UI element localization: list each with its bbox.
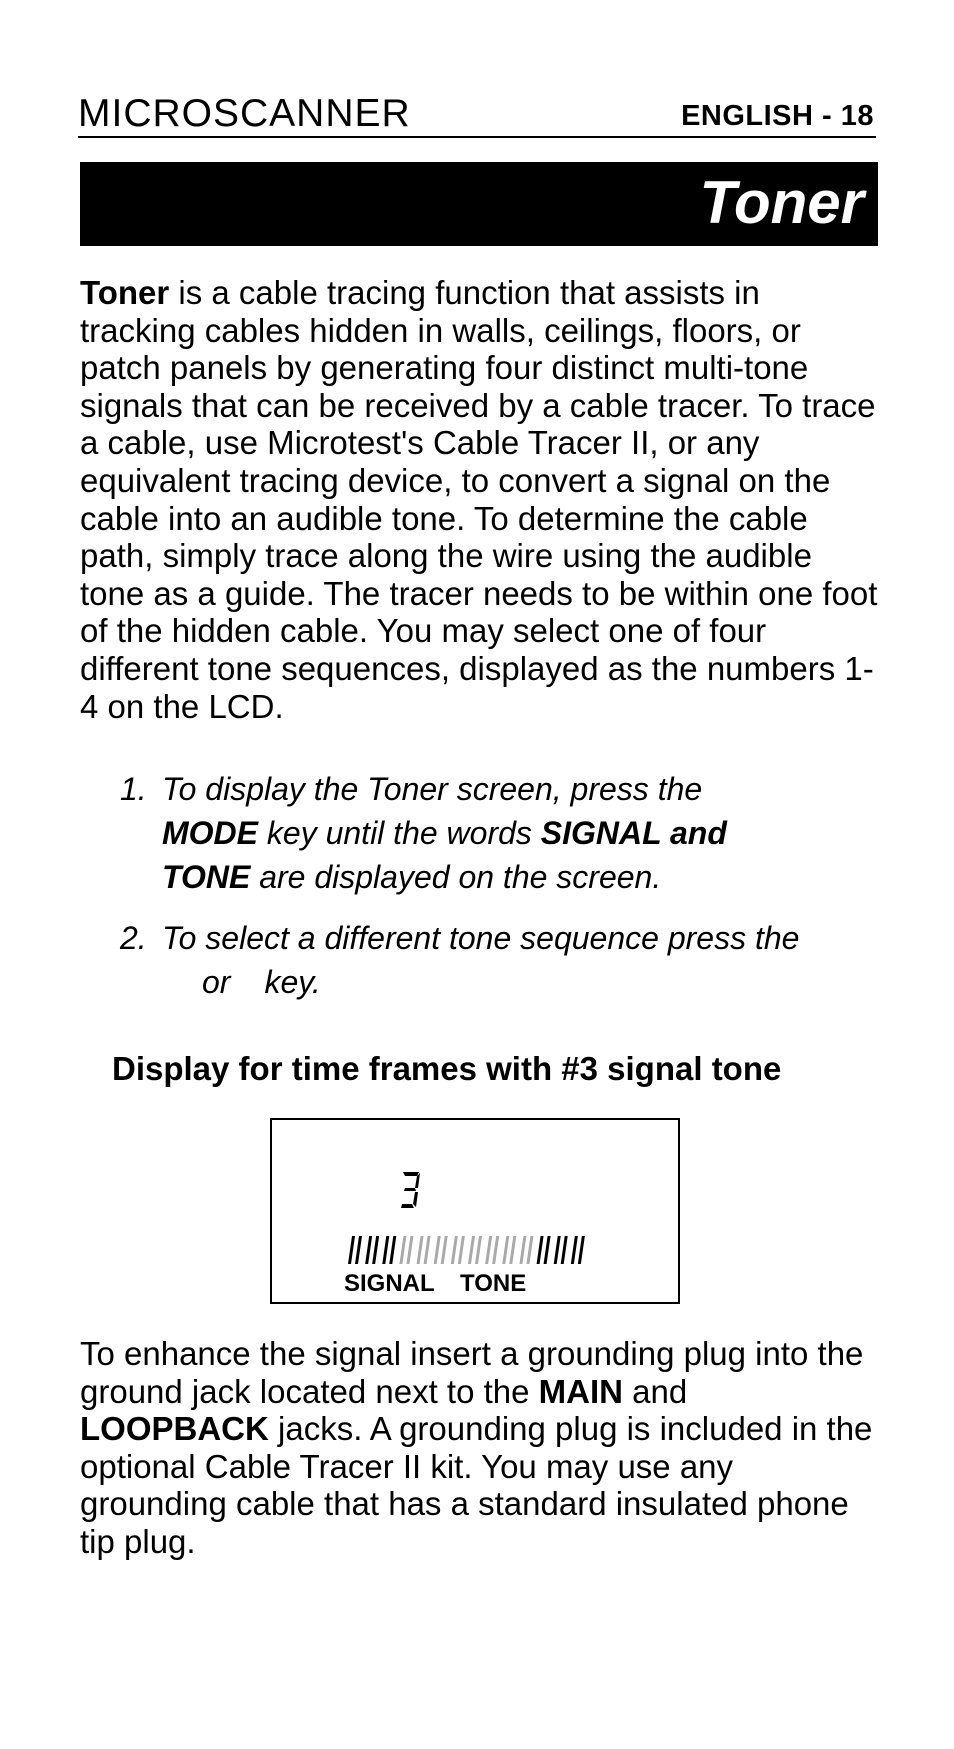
lcd-segment xyxy=(544,1236,551,1264)
lcd-tone-label: TONE xyxy=(460,1270,527,1297)
lcd-segment xyxy=(509,1236,516,1264)
lcd-segment xyxy=(537,1236,544,1264)
lcd-segment xyxy=(451,1236,458,1264)
section-title-bar xyxy=(80,162,878,246)
display-heading: Display for time frames with #3 signal tone xyxy=(112,1050,782,1087)
step-number: 1. xyxy=(120,771,147,807)
outro-paragraph xyxy=(80,1335,880,1561)
step-item xyxy=(120,767,932,899)
lcd-segment xyxy=(441,1236,448,1264)
lcd-segment xyxy=(458,1236,465,1264)
lcd-segment xyxy=(365,1236,372,1264)
outro-text: jacks. A grounding plug is included in the optional Cable Tracer II kit. You may use any grounding cable that has a standard insulated phone tip plug. xyxy=(80,1410,873,1560)
product-name: MICROSCANNER xyxy=(78,92,411,135)
step-text: or xyxy=(202,964,231,1000)
lcd-segment xyxy=(571,1236,578,1264)
lcd-segment xyxy=(561,1236,568,1264)
lcd-segment-bar xyxy=(346,1234,586,1266)
page-label: ENGLISH - 18 xyxy=(681,100,874,132)
step-text: To select a different tone sequence press the xyxy=(162,920,800,956)
step-text: To display the Toner screen, press the xyxy=(162,771,703,807)
step-item xyxy=(120,916,932,1004)
step-text: key until the words xyxy=(258,815,541,851)
outro-text: To enhance the signal insert a grounding plug into the ground jack located next to the xyxy=(80,1335,864,1410)
lcd-segment xyxy=(382,1236,389,1264)
lcd-segment xyxy=(554,1236,561,1264)
lcd-signal-label: SIGNAL xyxy=(344,1270,435,1297)
signal-and-label: SIGNAL and xyxy=(540,815,727,851)
step-number: 2. xyxy=(120,920,147,956)
lcd-segment xyxy=(526,1236,533,1264)
intro-paragraph xyxy=(80,274,880,725)
lcd-display xyxy=(270,1118,680,1304)
tone-label: TONE xyxy=(162,859,251,895)
loopback-jack-label: LOOPBACK xyxy=(80,1410,269,1448)
lcd-segment xyxy=(468,1236,475,1264)
lcd-segment xyxy=(519,1236,526,1264)
main-jack-label: MAIN xyxy=(538,1372,623,1410)
step-text: are displayed on the screen. xyxy=(250,859,662,895)
lcd-segment xyxy=(348,1236,355,1264)
section-title: Toner xyxy=(699,169,864,236)
lcd-segment xyxy=(399,1236,406,1264)
mode-key-label: MODE xyxy=(162,815,258,851)
lcd-segment xyxy=(434,1236,441,1264)
lcd-segment xyxy=(502,1236,509,1264)
outro-text: and xyxy=(622,1372,688,1410)
lcd-segment xyxy=(417,1236,424,1264)
lcd-segment xyxy=(424,1236,431,1264)
lcd-segment xyxy=(389,1236,396,1264)
step-text: key. xyxy=(264,964,321,1000)
lcd-segment xyxy=(485,1236,492,1264)
lcd-segment xyxy=(355,1236,362,1264)
intro-text: is a cable tracing function that assists in tracking cables hidden in walls, ceilings, floors, or patch panels by generating four distinct multi-tone signals that can be received by a cable tracer. To trace a cable, use Microtest's Cable Tracer II, or any equivalent tracing device, to convert a signal on the cable into an audible tone. To determine the cable path, simply trace along the wire using the audible tone as a guide. The tracer needs to be within one foot of the hidden cable. You may select one of four different tone sequences, displayed as the numbers 1-4 on the LCD. xyxy=(80,274,878,725)
lcd-segment xyxy=(578,1236,585,1264)
intro-lead-term: Toner xyxy=(80,274,170,311)
page-header xyxy=(78,92,876,138)
lcd-segment xyxy=(492,1236,499,1264)
lcd-digit-3 xyxy=(399,1170,421,1210)
lcd-segment xyxy=(406,1236,413,1264)
lcd-segment xyxy=(475,1236,482,1264)
lcd-segment xyxy=(372,1236,379,1264)
